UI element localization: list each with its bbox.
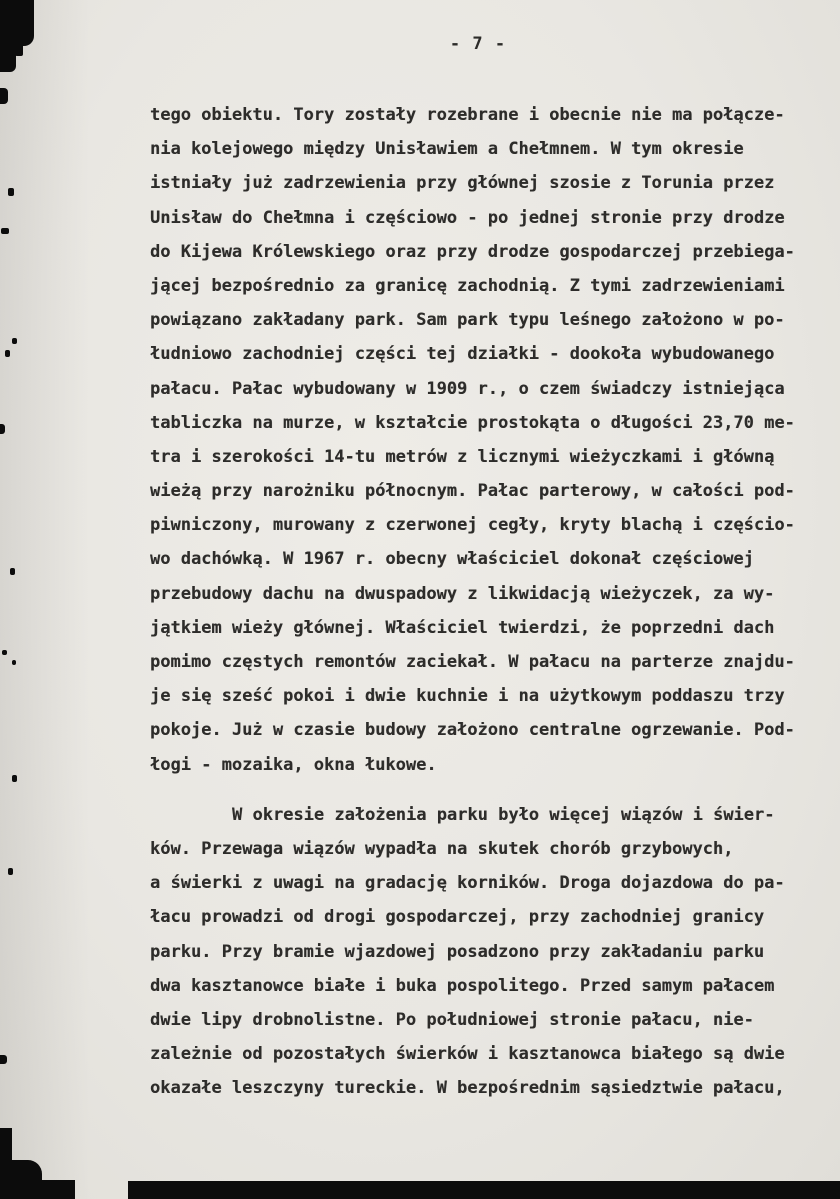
scan-artifact: [2, 650, 7, 655]
text-line: dwie lipy drobnolistne. Po południowej stronie pałacu, nie-: [150, 1009, 754, 1030]
text-line: łacu prowadzi od drogi gospodarczej, przy zachodniej granicy: [150, 907, 765, 928]
text-line: nia kolejowego między Unisławiem a Chełmnem. W tym okresie: [150, 139, 744, 160]
text-line: je się sześć pokoi i dwie kuchnie i na użytkowym poddaszu trzy: [150, 686, 785, 707]
text-line: pomimo częstych remontów zaciekał. W pałacu na parterze znajdu-: [150, 652, 795, 672]
scan-artifact: [0, 424, 5, 434]
scan-artifact: [12, 660, 16, 665]
text-line: piwniczony, murowany z czerwonej cegły, kryty blachą i częścio-: [150, 515, 795, 536]
text-line: łogi - mozaika, okna łukowe.: [150, 754, 437, 775]
scan-artifact: [8, 868, 13, 875]
text-line: okazałe leszczyny tureckie. W bezpośrednim sąsiedztwie pałacu,: [150, 1078, 785, 1099]
body-text: [150, 98, 822, 1105]
scan-artifact: [0, 1180, 75, 1199]
scan-artifact: [0, 0, 34, 46]
text-line: przebudowy dachu na dwuspadowy z likwidacją wieżyczek, za wy-: [150, 583, 775, 604]
text-line: tabliczka na murze, w kształcie prostokąta o długości 23,70 me-: [150, 412, 795, 433]
scan-artifact: [12, 775, 17, 782]
text-line: do Kijewa Królewskiego oraz przy drodze gospodarczej przebiega-: [150, 241, 795, 262]
text-line: ków. Przewaga wiązów wypadła na skutek chorób grzybowych,: [150, 838, 734, 859]
text-line: dwa kasztanowce białe i buka pospolitego. Przed samym pałacem: [150, 975, 775, 996]
text-line: powiązano zakładany park. Sam park typu leśnego założono w po-: [150, 310, 785, 331]
scan-artifact: [0, 88, 8, 104]
text-line: istniały już zadrzewienia przy głównej szosie z Torunia przez: [150, 173, 775, 194]
text-line: parku. Przy bramie wjazdowej posadzono przy zakładaniu parku: [150, 941, 765, 962]
page-number: - 7 -: [449, 34, 507, 54]
paragraph-2: [150, 798, 822, 1106]
text-line: pokoje. Już w czasie budowy założono centralne ogrzewanie. Pod-: [150, 720, 795, 741]
text-line: pałacu. Pałac wybudowany w 1909 r., o czem świadczy istniejąca: [150, 378, 785, 399]
scan-artifact-bottom-bar: [128, 1181, 840, 1199]
text-line: Unisław do Chełmna i częściowo - po jednej stronie przy drodze: [150, 207, 785, 228]
text-line: jącej bezpośrednio za granicę zachodnią. Z tymi zadrzewieniami: [150, 275, 785, 296]
text-line: tego obiektu. Tory zostały rozebrane i obecnie nie ma połącze-: [150, 105, 785, 125]
text-line: a świerki z uwagi na gradację korników. Droga dojazdowa do pa-: [150, 873, 785, 894]
text-line: wieżą przy narożniku północnym. Pałac parterowy, w całości pod-: [150, 481, 795, 502]
scan-artifact: [8, 188, 14, 196]
scan-artifact: [0, 1055, 7, 1064]
scan-artifact: [5, 350, 10, 357]
text-line: łudniowo zachodniej części tej działki - dookoła wybudowanego: [150, 344, 775, 365]
text-line: jątkiem wieży głównej. Właściciel twierdzi, że poprzedni dach: [150, 617, 775, 638]
text-line: zależnie od pozostałych świerków i kasztanowca białego są dwie: [150, 1044, 785, 1065]
scan-artifact: [1, 228, 9, 234]
scan-artifact: [0, 42, 16, 72]
scan-artifact: [12, 338, 17, 344]
text-line: wo dachówką. W 1967 r. obecny właściciel dokonał częściowej: [150, 549, 754, 570]
scan-artifact: [10, 568, 15, 575]
paragraph-1: [150, 98, 822, 782]
text-line: tra i szerokości 14-tu metrów z licznymi wieżyczkami i główną: [150, 446, 775, 467]
scan-artifact: [15, 44, 23, 56]
text-line: W okresie założenia parku było więcej wiązów i świer-: [232, 804, 775, 825]
